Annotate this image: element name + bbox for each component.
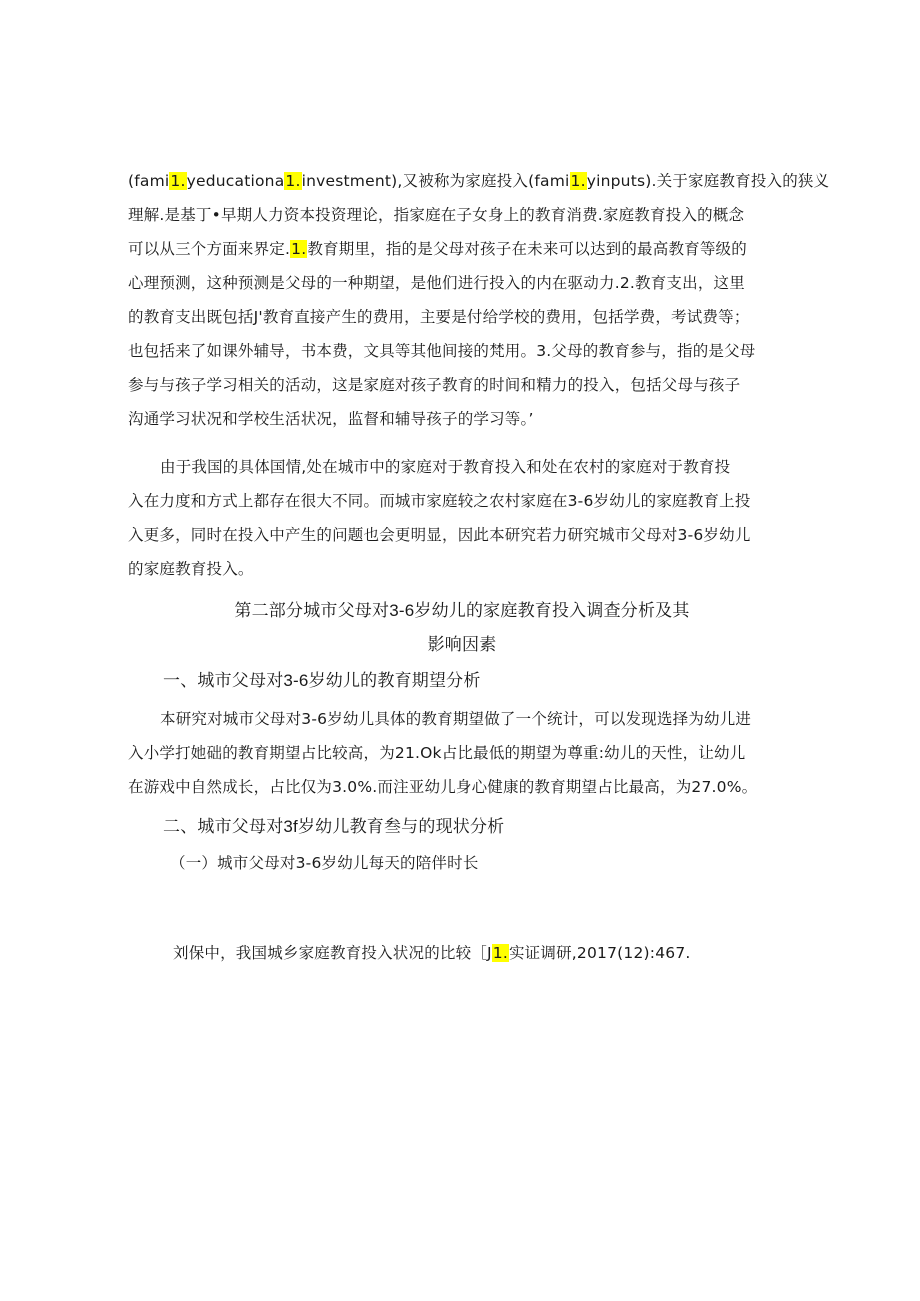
paragraph-line: 参与与孩子学习相关的活动，这是家庭对孩子教育的时间和精力的投入，包括父母与孩子 [128,376,741,394]
paragraph-line: 入小学打她础的教育期望占比较高，为21.Ok占比最低的期望为尊重:幼儿的天性，让幼儿 [128,744,746,762]
paragraph-definition [128,164,830,436]
highlighted-text: 1. [285,172,301,190]
text-run: investment),又被称为家庭投入(fami [301,172,570,190]
subheading-companion-time [170,846,838,880]
paragraph-line: 在游戏中自然成长，占比仅为3.0%.而注亚幼儿身心健康的教育期望占比最高，为27.0%。 [128,778,758,796]
highlighted-text: 1. [170,172,186,190]
highlighted-text: 1. [492,944,508,962]
section-title [128,594,796,662]
text-run: 可以从三个方面来界定. [128,240,291,258]
paragraph-line: 由于我国的具体国情,处在城市中的家庭对于教育投入和处在农村的家庭对于教育投 [160,458,731,476]
paragraph-line: 理解.是基丁•早期人力资本投资理论，指家庭在子女身上的教育消费.家庭教育投入的概念 [128,206,745,224]
paragraph-expectation-stats [128,702,796,804]
subheading-text: （一）城市父母对3-6岁幼儿每天的陪伴时长 [170,854,479,872]
paragraph-line: 沟通学习状况和学校生活状况，监督和辅导孩子的学习等。’ [128,410,534,428]
text-run: 实证调研,2017(12):467. [508,944,691,962]
text-run: 教育期里，指的是父母对孩子在未来可以达到的最高教育等级的 [307,240,747,258]
footnote-line [173,936,793,970]
text-run: 刘保中，我国城乡家庭教育投入状况的比较［J [173,944,492,962]
paragraph-urban-rural [128,450,796,586]
heading-text: 一、城市父母对3-6岁幼儿的教育期望分析 [163,671,481,690]
section-title-line: 影响因素 [427,635,497,654]
text-run: (fami [128,172,170,190]
paragraph-line: 心理预测，这种预测是父母的一种期望，是他们进行投入的内在驱动力.2.教育支出，这里 [128,274,745,292]
heading-participation-status [163,810,831,844]
highlighted-text: 1. [570,172,586,190]
paragraph-line [128,232,796,266]
text-run: yeducationa [186,172,285,190]
paragraph-line: 本研究对城市父母对3-6岁幼儿具体的教育期望做了一个统计，可以发现选择为幼儿进 [160,710,752,728]
paragraph-line: 的家庭教育投入。 [128,560,254,578]
footnote [173,936,793,970]
paragraph-line [128,164,830,198]
heading-text: 二、城市父母对3f岁幼儿教育叁与的现状分析 [163,817,505,836]
paragraph-line: 入更多，同时在投入中产生的问题也会更明显，因此本研究若力研究城市父母对3-6岁幼儿 [128,526,751,544]
heading-education-expectation [163,664,831,698]
paragraph-line: 的教育支出既包括J'教育直接产生的费用，主要是付给学校的费用，包括学费，考试费等； [128,308,750,326]
text-run: yinputs).关于家庭教育投入的狭义 [586,172,830,190]
highlighted-text: 1. [291,240,307,258]
paragraph-line: 也包括来了如课外辅导，书本费，文具等其他间接的梵用。3.父母的教育参与，指的是父母 [128,342,756,360]
section-title-line: 第二部分城市父母对3-6岁幼儿的家庭教育投入调查分析及其 [234,601,690,620]
paragraph-line: 入在力度和方式上都存在很大不同。而城市家庭较之农村家庭在3-6岁幼儿的家庭教育上投 [128,492,751,510]
